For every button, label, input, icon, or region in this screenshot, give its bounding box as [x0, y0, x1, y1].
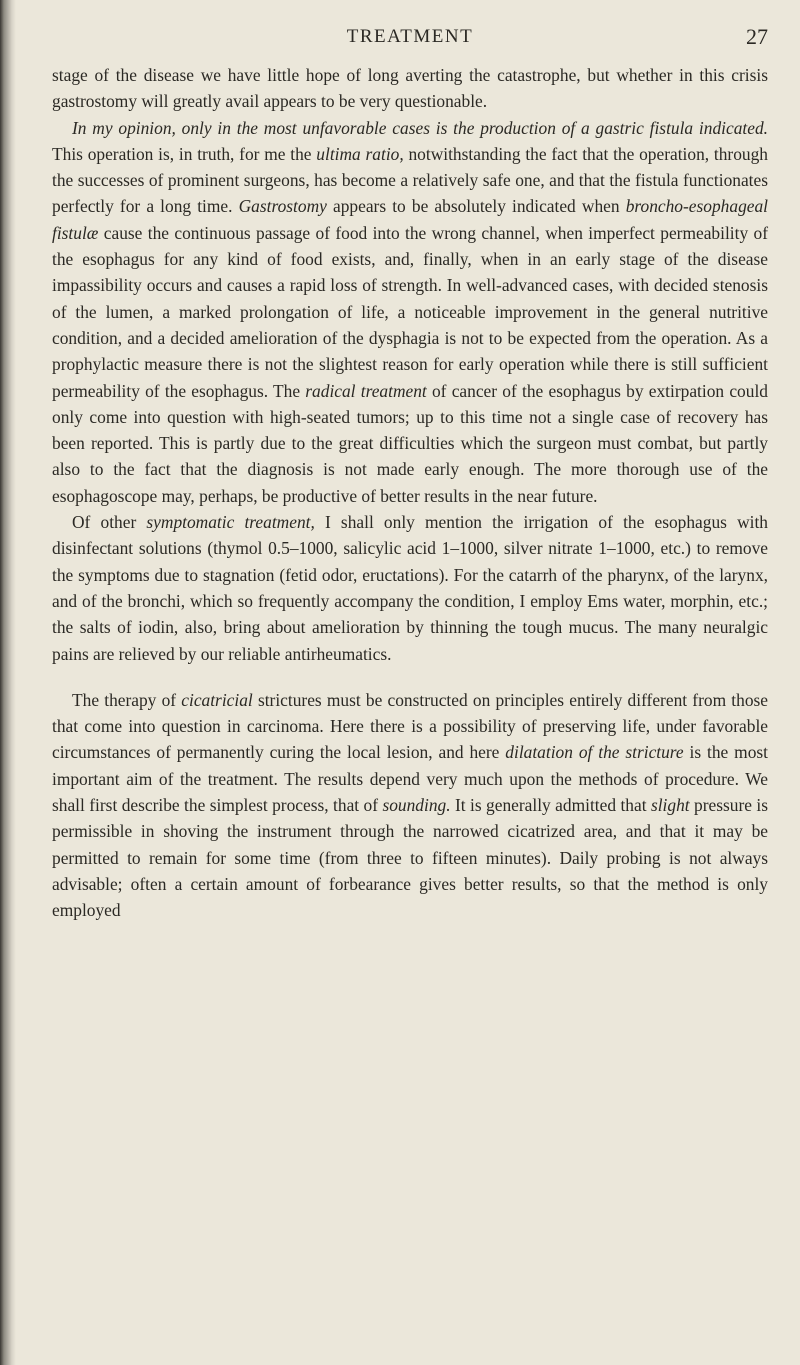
text-run: is the most important aim of the treatment. The results depend very much upon the methods of procedure. We shall first describe the simplest process, that of: [52, 742, 768, 816]
book-page: [52, 20, 768, 924]
text-run: appears to be absolutely indicated when: [326, 196, 626, 217]
text-run: pressure is permissible in shoving the instrument through the narrowed cicatrized area, and that it may be permitted to remain for some time (from three to fifteen minutes). Daily probing is not always advisable; often a certain amount of forbearance gives better results, so that the method is only employed: [52, 795, 768, 921]
text-run: It is generally admitted that: [450, 795, 651, 816]
text-run: This operation is, in truth, for me the: [52, 143, 317, 164]
text-run: cause the continuous passage of food into the wrong channel, when imperfect permeability of the esophagus for any kind of food exists, and, finally, when in an early stage of the disease impassibility occurs and causes a rapid loss of strength. In well-advanced cases, with decided stenosis of the lumen, a marked prolongation of life, a noticeable improvement in the general nutritive condition, and a decided amelioration of the dysphagia is not to be expected from the operation. As a prophylactic measure there is not the slightest reason for early operation while there is still sufficient permeability of the esophagus. The: [52, 222, 768, 401]
italic-text: slight: [650, 795, 690, 816]
text-run: of cancer of the esophagus by extirpation could only come into question with high-seated tumors; up to this time not a single case of recovery has been reported. This is partly due to the great difficulties which the surgeon must combat, but partly also to the fact that the diagnosis is not made early enough. The more thorough use of the esophagoscope may, perhaps, be productive of better results in the near future.: [52, 380, 768, 506]
running-title: TREATMENT: [346, 26, 474, 47]
body-text: [52, 62, 768, 924]
italic-text: ultima ratio,: [316, 143, 404, 164]
italic-text: cicatricial: [181, 689, 253, 710]
text-run: The therapy of: [72, 689, 182, 710]
text-run: I shall only mention the irrigation of the esophagus with disinfectant solutions (thymol 0.5–1000, salicylic acid 1–1000, silver nitrate 1–1000, etc.) to remove the symptoms due to stagnation (fetid odor, eructations). For the catarrh of the pharynx, of the larynx, and of the bronchi, which so frequently accompany the condition, I employ Ems water, morphin, etc.; the salts of iodin, also, bring about amelioration by thinning the tough mucus. The many neuralgic pains are relieved by our reliable antirheumatics.: [52, 512, 769, 664]
paragraph-2: [52, 115, 768, 509]
paragraph-1: [52, 62, 768, 115]
italic-text: dilatation of the stricture: [505, 742, 684, 763]
text-run: strictures must be constructed on principles entirely different from those that come into question in carcinoma. Here there is a possibility of preserving life, under favorable circumstances of permanently curing the local lesion, and here: [52, 689, 769, 763]
italic-text: broncho-esophageal fistulæ: [52, 196, 769, 243]
paragraph-3: [52, 509, 768, 667]
paragraph-4: [52, 687, 768, 924]
text-run: notwithstanding the fact that the operation, through the successes of prominent surgeons, has become a relatively safe one, and that the fistula functionates perfectly for a long time.: [52, 143, 768, 217]
page-number: 27: [746, 24, 768, 49]
text-run: stage of the disease we have little hope of long averting the catastrophe, but whether in this crisis gastrostomy will greatly avail appears to be very questionable.: [52, 65, 768, 112]
running-head: [52, 20, 768, 54]
italic-text: symptomatic treatment,: [146, 512, 315, 533]
page-binding-edge: [0, 0, 16, 1365]
italic-text: radical treatment: [305, 380, 427, 401]
italic-text: Gastrostomy: [238, 196, 327, 217]
italic-text: sounding.: [382, 795, 451, 816]
italic-text: In my opinion, only in the most unfavorable cases is the production of a gastric fistula indicated.: [72, 117, 768, 138]
text-run: Of other: [72, 512, 147, 533]
